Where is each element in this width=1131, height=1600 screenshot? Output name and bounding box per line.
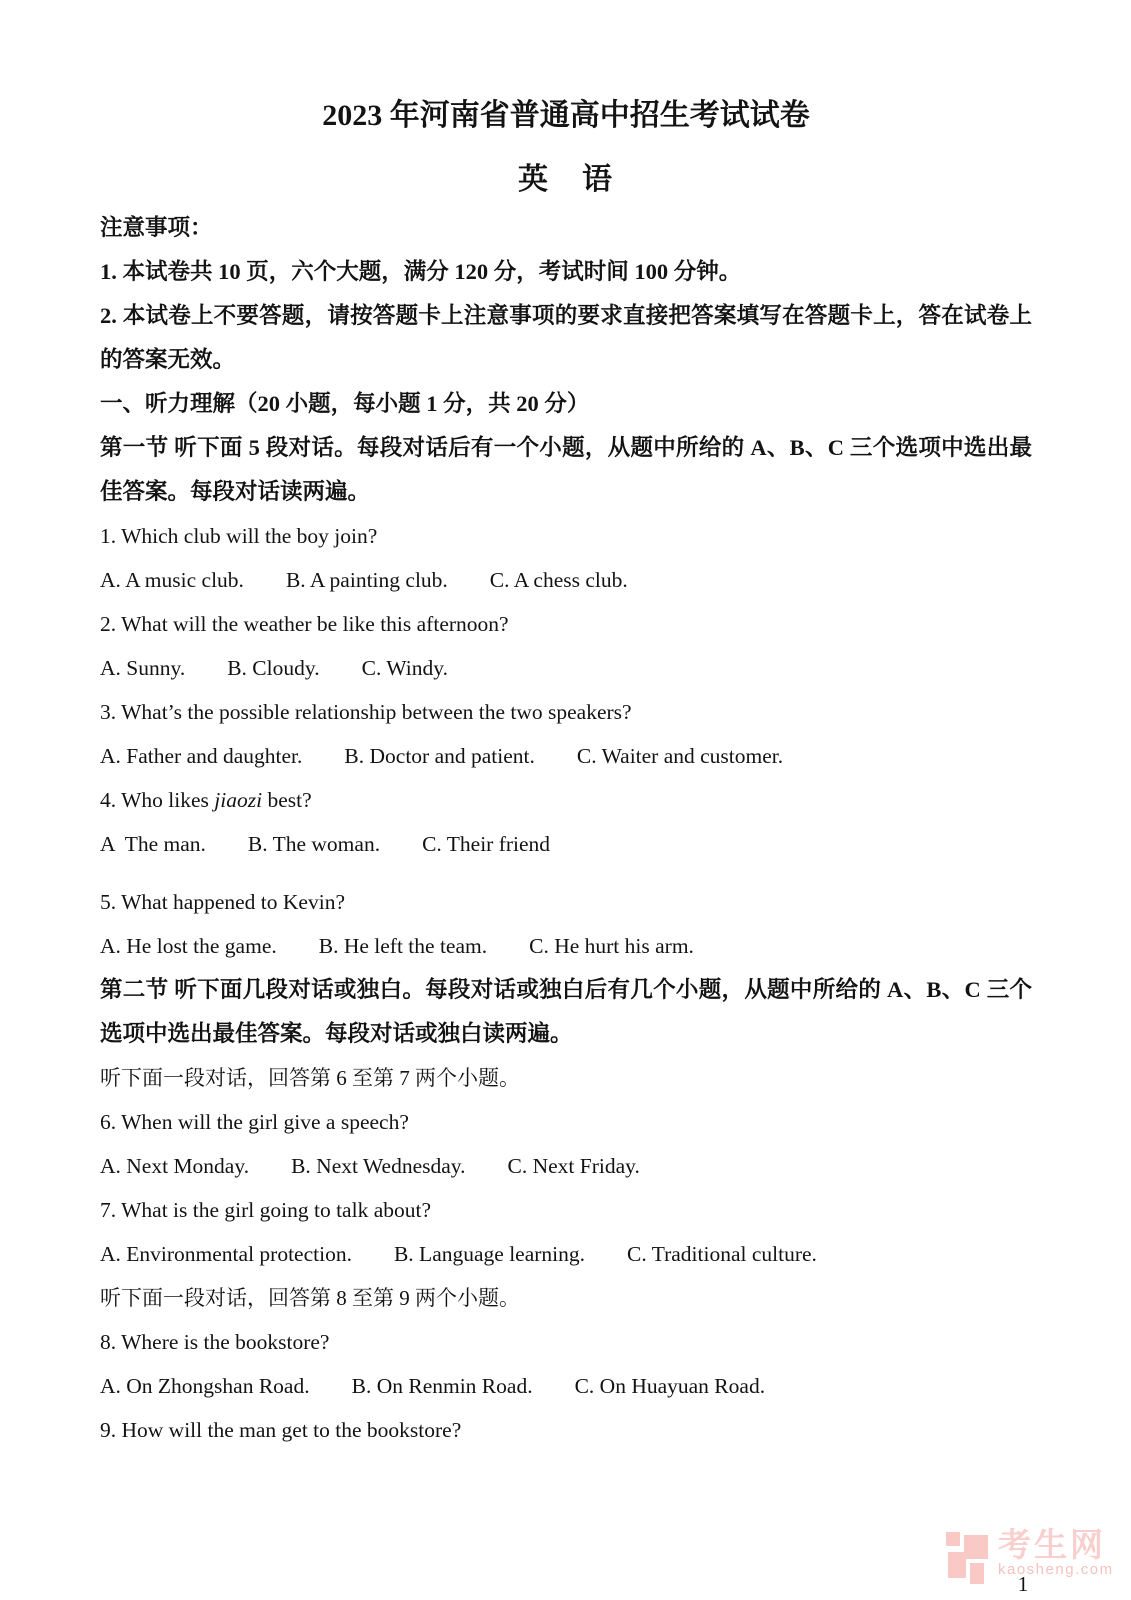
option-item: A. He lost the game.: [100, 934, 277, 958]
option-item: A. On Zhongshan Road.: [100, 1374, 310, 1398]
page-content: [100, 0, 1032, 1452]
option-item: A. Environmental protection.: [100, 1242, 352, 1266]
question-text: 6. When will the girl give a speech?: [100, 1110, 409, 1134]
question-text: 5. What happened to Kevin?: [100, 890, 345, 914]
options-row: [100, 1364, 1032, 1408]
option-item: B. He left the team.: [318, 934, 488, 958]
options-row: [100, 822, 1032, 866]
listening-note: 听下面一段对话，回答第 6 至第 7 两个小题。: [100, 1066, 520, 1090]
options-row: [100, 1144, 1032, 1188]
watermark-site-name: 考生网: [998, 1526, 1106, 1563]
question-text: 8. Where is the bookstore?: [100, 1330, 330, 1354]
option-item: C. He hurt his arm.: [529, 934, 694, 958]
option-item: A. Sunny.: [100, 656, 186, 680]
question-text: 9. How will the man get to the bookstore?: [100, 1418, 462, 1442]
question-text: 7. What is the girl going to talk about?: [100, 1198, 432, 1222]
option-item: B. Cloudy.: [227, 656, 320, 680]
watermark-site-url: kaosheng.com: [998, 1561, 1114, 1578]
option-item: C. Windy.: [361, 656, 448, 680]
notes-item-2: 2. 本试卷上不要答题，请按答题卡上注意事项的要求直接把答案填写在答题卡上，答在试卷上的答案无效。: [100, 303, 1032, 372]
option-item: A. Father and daughter.: [100, 744, 303, 768]
option-item: A. Next Monday.: [100, 1154, 250, 1178]
subject-title: 英 语: [518, 163, 614, 196]
part-heading: 第二节 听下面几段对话或独白。每段对话或独白后有几个小题，从题中所给的 A、B、C 三个选项中选出最佳答案。每段对话或独白读两遍。: [100, 977, 1032, 1046]
option-item: C. A chess club.: [489, 568, 628, 592]
part-heading: 第一节 听下面 5 段对话。每段对话后有一个小题，从题中所给的 A、B、C 三个选项中选出最佳答案。每段对话读两遍。: [100, 435, 1032, 504]
options-row: [100, 1232, 1032, 1276]
option-item: A The man.: [100, 832, 206, 856]
option-item: A. A music club.: [100, 568, 244, 592]
option-item: C. Waiter and customer.: [576, 744, 784, 768]
question-text: 3. What’s the possible relationship between the two speakers?: [100, 700, 632, 724]
notes-heading: 注意事项：: [100, 215, 213, 240]
question-text: 2. What will the weather be like this afternoon?: [100, 612, 509, 636]
page-number: 1: [1017, 1572, 1029, 1596]
section-heading-listening: 一、听力理解（20 小题，每小题 1 分，共 20 分）: [100, 391, 590, 416]
page-body: [100, 206, 1032, 1452]
option-item: B. The woman.: [247, 832, 381, 856]
page-title: 2023 年河南省普通高中招生考试试卷: [322, 99, 810, 132]
options-row: [100, 734, 1032, 778]
option-item: B. Language learning.: [393, 1242, 586, 1266]
options-row: [100, 646, 1032, 690]
option-item: C. Their friend: [422, 832, 551, 856]
question-text: 1. Which club will the boy join?: [100, 524, 378, 548]
option-item: B. Doctor and patient.: [344, 744, 535, 768]
listening-items: [100, 426, 1032, 1452]
option-item: B. A painting club.: [285, 568, 448, 592]
options-row: [100, 558, 1032, 602]
listening-note: 听下面一段对话，回答第 8 至第 9 两个小题。: [100, 1286, 520, 1310]
option-item: C. Traditional culture.: [627, 1242, 817, 1266]
option-item: B. Next Wednesday.: [291, 1154, 466, 1178]
option-item: B. On Renmin Road.: [351, 1374, 533, 1398]
kaosheng-logo-icon: [944, 1532, 990, 1584]
option-item: C. On Huayuan Road.: [574, 1374, 766, 1398]
options-row: [100, 924, 1032, 968]
question-text: 4. Who likes jiaozi best?: [100, 788, 312, 812]
option-item: C. Next Friday.: [507, 1154, 640, 1178]
notes-item-1: 1. 本试卷共 10 页，六个大题，满分 120 分，考试时间 100 分钟。: [100, 259, 742, 284]
